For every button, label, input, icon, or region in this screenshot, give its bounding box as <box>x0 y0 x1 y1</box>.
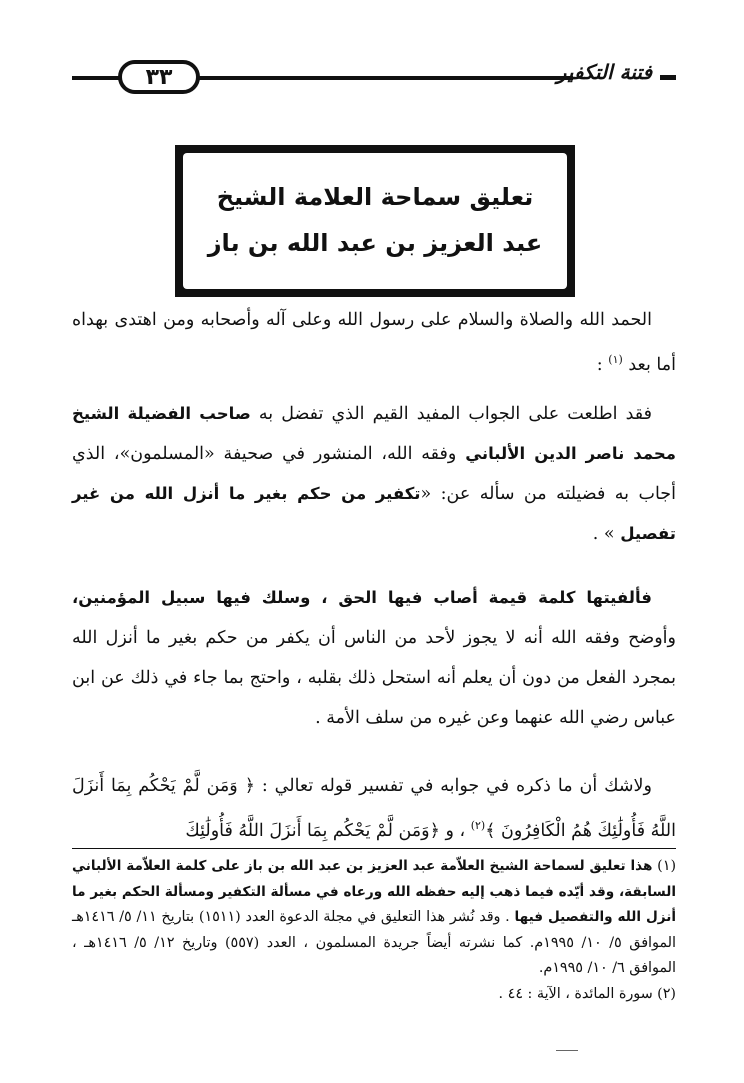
title-line-2: عبد العزيز بن عبد الله بن باز <box>207 229 543 257</box>
title-box <box>183 153 567 289</box>
footnote-1-bold: هذا تعليق لسماحة الشيخ العلاّمة عبد العزيز بن عبد الله بن باز على كلمة العلاّمة الألباني السابقة، وقد أيّده فيما ذهب إليه حفظه الله ورعاه في مسألة التكفير ومسألة الحكم بغير ما أنزل الله والتفصيل فيها <box>72 858 676 925</box>
p2-text-a: فقد اطلعت على الجواب المفيد القيم الذي تفضل به <box>258 404 652 424</box>
footnote-2-number: (٢) <box>657 985 676 1002</box>
paragraph-3 <box>72 578 676 738</box>
running-title: فتنة التكفير <box>556 60 652 84</box>
footnote-ref-2[interactable]: (٢) <box>470 819 486 832</box>
p3-text: وأوضح وفقه الله أنه لا يجوز لأحد من الناس أن يكفر من حكم بغير ما أنزل الله بمجرد الفعل من دون أن يعلم أنه استحل ذلك بقلبه ، واحتج بما جاء في ذلك عن ابن عباس رضي الله عنهما وعن غيره من سلف الأمة . <box>72 628 676 728</box>
footnotes <box>72 854 676 1007</box>
paragraph-1 <box>72 300 676 385</box>
p2-bold-name: صاحب الفضيلة الشيخ محمد ناصر الدين الألباني <box>72 404 676 463</box>
p3-bold: فألفيتها كلمة قيمة أصاب فيها الحق ، وسلك فيها سبيل المؤمنين، <box>72 588 652 607</box>
p4-text-a: ولاشك أن ما ذكره في جوابه في تفسير قوله تعالي : <box>261 776 652 796</box>
page-number: ٣٣ <box>118 60 200 94</box>
p2-text-c: وفقه الله، المنشور في صحيفة «المسلمون»، الذي أجاب به فضيلته من سأله عن: « <box>72 444 676 504</box>
bottom-mark <box>556 1050 578 1051</box>
p2-bold-question: تكفير من حكم بغير ما أنزل الله من غير تفصيل <box>72 484 676 543</box>
title-line-1: تعليق سماحة العلامة الشيخ <box>216 183 534 212</box>
footnote-divider <box>72 848 676 849</box>
p1-text: الحمد الله والصلاة والسلام على رسول الله وعلى آله وأصحابه ومن اهتدى بهداه أما بعد <box>72 310 676 375</box>
quran-quote-1: ﴿ وَمَن لَّمْ يَحْكُم بِمَا أَنزَلَ اللَّهُ فَأُولَٰئِكَ هُمُ الْكَافِرُونَ ﴾ <box>72 776 676 841</box>
paragraph-2 <box>72 394 676 554</box>
p2-text-e: » . <box>592 524 615 544</box>
paragraph-4 <box>72 766 676 851</box>
footnote-1-text: . وقد نُشر هذا التعليق في مجلة الدعوة العدد (١٥١١) بتاريخ ١١/ ٥/ ١٤١٦هـ الموافق ٥/ ١٠/ ١٩٩٥م. كما نشرته أيضاً جريدة المسلمون ، العدد (٥٥٧) وتاريخ ١٢/ ٥/ ١٤١٦هـ ، الموافق ٦/ ١٠/ ١٩٩٥م. <box>72 909 676 976</box>
header-rule-left <box>72 76 120 80</box>
quran-quote-2: ﴿وَمَن لَّمْ يَحْكُم بِمَا أَنزَلَ اللَّهُ فَأُولَٰئِكَ <box>185 820 440 841</box>
footnote-1 <box>72 854 676 982</box>
p4-text-b: ، و <box>445 820 466 841</box>
footnote-2 <box>72 982 676 1008</box>
footnote-2-text: سورة المائدة ، الآية : ٤٤ . <box>498 985 653 1002</box>
p1-end: : <box>596 354 603 375</box>
header-rule-middle <box>198 76 573 80</box>
header-dash <box>660 75 676 80</box>
title-frame <box>175 145 575 297</box>
running-header <box>72 58 676 98</box>
footnote-1-number: (١) <box>657 858 677 874</box>
footnote-ref-1[interactable]: (١) <box>608 353 623 366</box>
